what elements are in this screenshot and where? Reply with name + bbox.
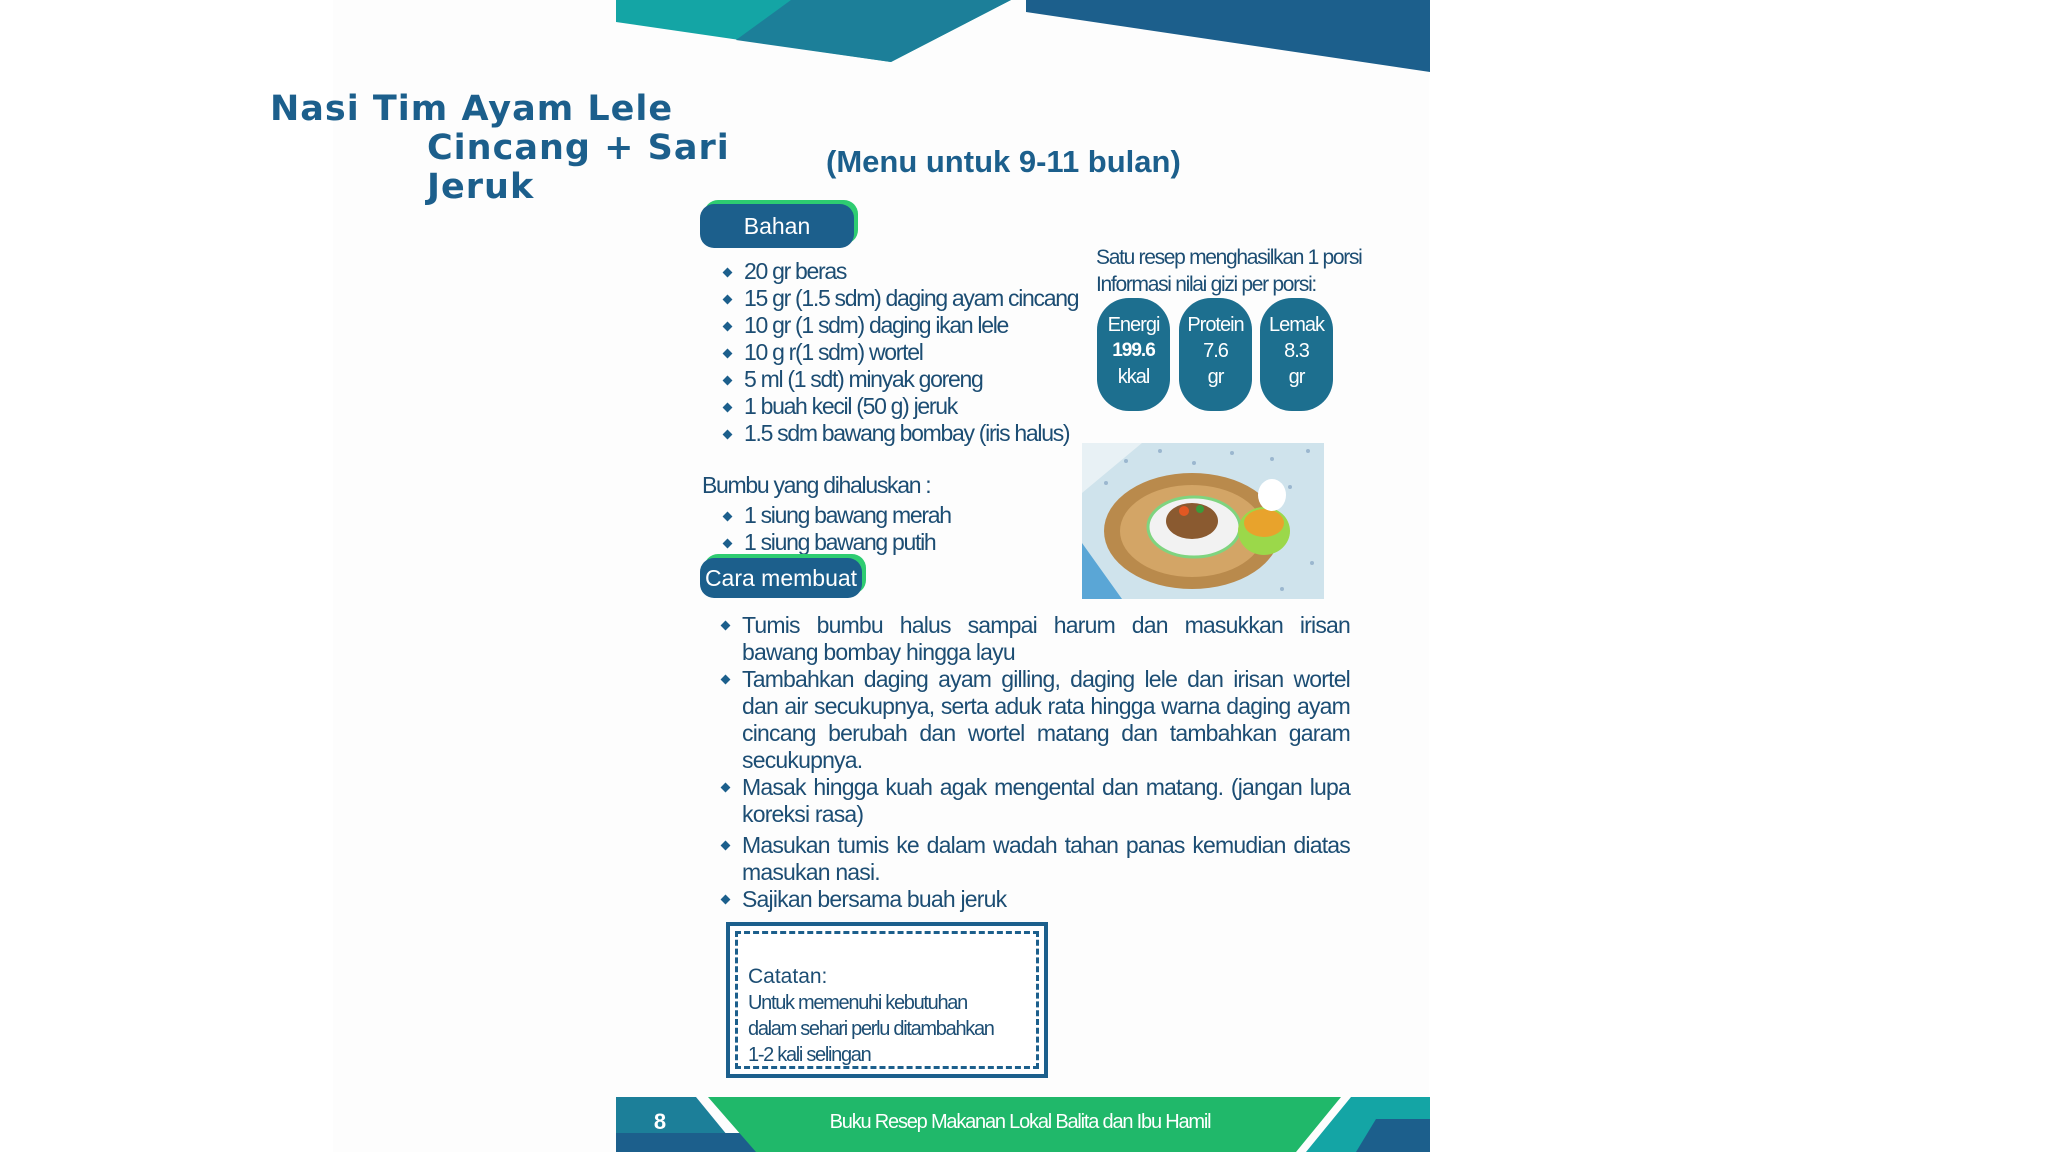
catatan-label: Catatan:: [748, 965, 828, 988]
menu-age-subtitle: (Menu untuk 9-11 bulan): [826, 144, 1181, 179]
bumbu-list: [702, 502, 1002, 556]
catatan-inner: [735, 931, 1039, 1069]
food-photo: [1082, 443, 1324, 599]
list-item: Tambahkan daging ayam gilling, daging lele dan irisan wortel dan air secukupnya, serta aduk rata hingga warna daging ayam cincang berubah dan wortel matang dan tambahkan garam secukupnya.: [700, 666, 1350, 774]
yield-text: Satu resep menghasilkan 1 porsi: [1096, 246, 1362, 269]
bahan-heading: Bahan: [700, 204, 854, 248]
top-banner: [616, 0, 1430, 75]
nutrition-info: [1096, 244, 1426, 298]
nutrition-info-label: Informasi nilai gizi per porsi:: [1096, 273, 1316, 296]
energi-unit: kkal: [1117, 366, 1150, 388]
footer-book-title: Buku Resep Makanan Lokal Balita dan Ibu Hamil: [829, 1111, 1211, 1133]
ingredients-list: [702, 258, 1102, 447]
protein-unit: gr: [1207, 366, 1224, 388]
steps-list: [700, 612, 1350, 913]
list-item: 10 gr (1 sdm) daging ikan lele: [702, 312, 1102, 339]
list-item: 1 siung bawang merah: [702, 502, 1002, 529]
list-item: Tumis bumbu halus sampai harum dan masukkan irisan bawang bombay hingga layu: [700, 612, 1350, 666]
list-item: Masak hingga kuah agak mengental dan matang. (jangan lupa koreksi rasa): [700, 774, 1350, 828]
catatan-box: [726, 922, 1048, 1078]
list-item: Sajikan bersama buah jeruk: [700, 886, 1350, 913]
protein-label: Protein: [1187, 314, 1244, 336]
title-line-1: Nasi Tim Ayam Lele: [270, 89, 674, 129]
cara-membuat-heading: Cara membuat: [700, 558, 862, 598]
energi-label: Energi: [1107, 314, 1160, 336]
page-number: 8: [653, 1109, 667, 1134]
bumbu-heading: Bumbu yang dihaluskan :: [702, 472, 931, 498]
protein-badge: [1179, 298, 1252, 411]
list-item: 20 gr beras: [702, 258, 1102, 285]
catatan-text: Untuk memenuhi kebutuhan dalam sehari perlu ditambahkan 1-2 kali selingan: [748, 992, 994, 1066]
lemak-label: Lemak: [1268, 314, 1325, 336]
lemak-badge: [1260, 298, 1333, 411]
lemak-unit: gr: [1288, 366, 1305, 388]
list-item: 1 siung bawang putih: [702, 529, 1002, 556]
list-item: 10 g r(1 sdm) wortel: [702, 339, 1102, 366]
title-line-2: Cincang + Sari: [427, 128, 730, 168]
list-item: 5 ml (1 sdt) minyak goreng: [702, 366, 1102, 393]
list-item: 1.5 sdm bawang bombay (iris halus): [702, 420, 1102, 447]
list-item: Masukan tumis ke dalam wadah tahan panas kemudian diatas masukan nasi.: [700, 832, 1350, 886]
title-line-3: Jeruk: [427, 167, 535, 207]
energi-value: 199.6: [1112, 340, 1155, 361]
recipe-title: [270, 89, 730, 207]
protein-value: 7.6: [1203, 340, 1228, 362]
energi-badge: [1097, 298, 1170, 411]
list-item: 1 buah kecil (50 g) jeruk: [702, 393, 1102, 420]
list-item: 15 gr (1.5 sdm) daging ayam cincang: [702, 285, 1102, 312]
lemak-value: 8.3: [1284, 340, 1309, 362]
